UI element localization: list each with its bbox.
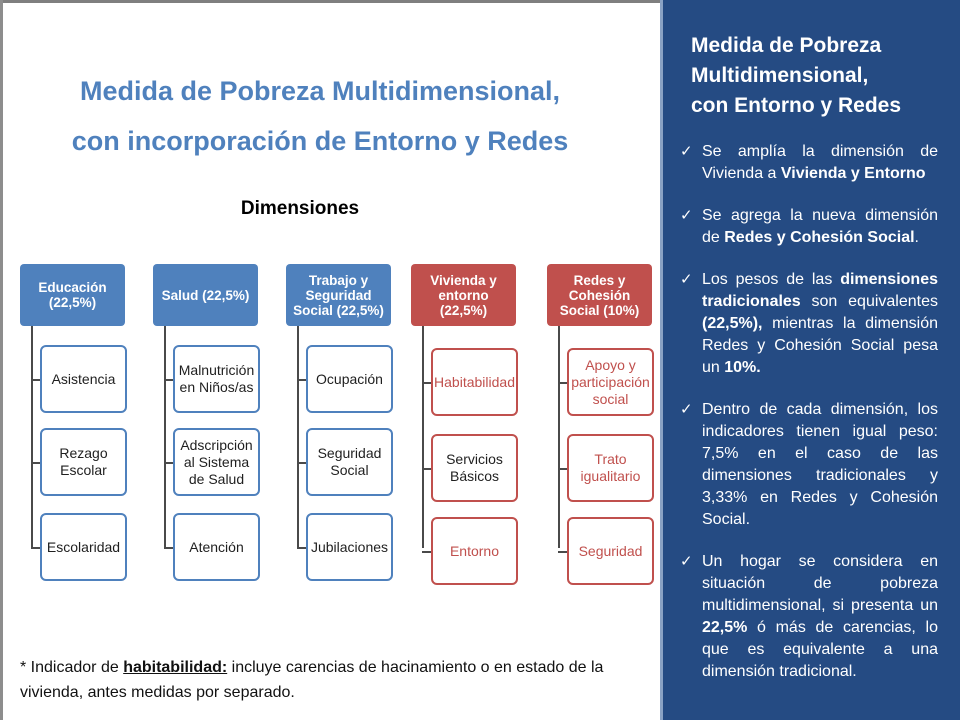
- dimension-header: Redes y Cohesión Social (10%): [547, 264, 652, 326]
- indicator-box: Adscripción al Sistema de Salud: [173, 428, 260, 496]
- bullet-bold-run: Redes y Cohesión Social: [724, 229, 915, 246]
- dimension-trabajo: [286, 264, 401, 594]
- indicator-box: Entorno: [431, 517, 518, 585]
- dimension-educacion: [20, 264, 135, 594]
- connector-line: [297, 326, 299, 548]
- indicator-box: Atención: [173, 513, 260, 581]
- bullet-item: [680, 399, 938, 531]
- bullet-text: [702, 269, 938, 379]
- bullet-bold-run: 22,5%: [702, 619, 748, 636]
- panel-title-line: Multidimensional,: [691, 64, 869, 87]
- indicator-box: Seguridad Social: [306, 428, 393, 496]
- bullet-text: [702, 205, 938, 249]
- bullet-text-run: .: [914, 229, 919, 246]
- bullet-bold-run: dimensiones tradicionales: [702, 271, 938, 310]
- check-icon: ✓: [680, 271, 693, 288]
- check-icon: ✓: [680, 553, 693, 570]
- indicator-box: Seguridad: [567, 517, 654, 585]
- panel-title-line: con Entorno y Redes: [691, 94, 902, 117]
- footnote-text: incluye carencias de hacinamiento o en estado de la vivienda, antes medidas por separado.: [20, 659, 604, 701]
- bullet-text-run: mientras la dimensión Redes y Cohesión Social pesa un: [702, 315, 938, 376]
- bullet-bold-run: (22,5%),: [702, 315, 763, 332]
- panel-title: [691, 31, 951, 121]
- dimensions-heading: Dimensiones: [240, 198, 360, 219]
- bullet-bold-run: 10%.: [724, 359, 761, 376]
- dimension-redes: [547, 264, 662, 594]
- dimension-header: Vivienda y entorno (22,5%): [411, 264, 516, 326]
- panel-border: [660, 0, 663, 720]
- bullet-text-run: son equivalentes: [800, 293, 938, 310]
- bullet-text-run: Un hogar se considera en situación de pobreza multidimensional, si presenta un: [702, 553, 938, 614]
- bullet-list: [680, 141, 938, 703]
- connector-line: [558, 326, 560, 548]
- connector-line: [422, 326, 424, 548]
- panel-title-line: Medida de Pobreza: [691, 34, 882, 57]
- bullet-text-run: ó más de carencias, lo que es equivalente a una dimensión tradicional.: [702, 619, 938, 680]
- bullet-text-run: Se agrega la nueva dimensión de: [702, 207, 938, 246]
- check-icon: ✓: [680, 401, 693, 418]
- footnote: [20, 655, 650, 705]
- bullet-text: Dentro de cada dimensión, los indicadores tienen igual peso: 7,5% en el caso de las dimensiones tradicionales y 3,33% en Redes y Cohesión Social.: [702, 401, 938, 528]
- indicator-box: Asistencia: [40, 345, 127, 413]
- indicator-box: Apoyo y participación social: [567, 348, 654, 416]
- bullet-item: [680, 205, 938, 249]
- dimension-header: Salud (22,5%): [153, 264, 258, 326]
- dimension-header: Educación (22,5%): [20, 264, 125, 326]
- indicator-box: Escolaridad: [40, 513, 127, 581]
- connector-line: [31, 326, 33, 548]
- bullet-item: [680, 269, 938, 379]
- bullet-text-run: Los pesos de las: [702, 271, 841, 288]
- bullet-text-run: Se amplía la dimensión de Vivienda a: [702, 143, 938, 182]
- indicator-box: Habitabilidad: [431, 348, 518, 416]
- indicator-box: Trato igualitario: [567, 434, 654, 502]
- check-icon: ✓: [680, 207, 693, 224]
- dimension-salud: [153, 264, 268, 594]
- connector-line: [164, 326, 166, 548]
- bullet-text: [702, 551, 938, 683]
- dimension-header: Trabajo y Seguridad Social (22,5%): [286, 264, 391, 326]
- indicator-box: Servicios Básicos: [431, 434, 518, 502]
- slide-title-line-2: con incorporación de Entorno y Redes: [71, 126, 569, 156]
- indicator-box: Jubilaciones: [306, 513, 393, 581]
- bullet-item: [680, 141, 938, 185]
- slide-title-line-1: Medida de Pobreza Multidimensional,: [79, 76, 561, 106]
- bullet-text: [702, 141, 938, 185]
- indicator-box: Rezago Escolar: [40, 428, 127, 496]
- bullet-bold-run: Vivienda y Entorno: [780, 165, 926, 182]
- dimension-vivienda: [411, 264, 526, 594]
- indicator-box: Malnutrición en Niños/as: [173, 345, 260, 413]
- footnote-prefix: * Indicador de: [20, 659, 124, 676]
- summary-panel: [660, 0, 960, 720]
- indicator-box: Ocupación: [306, 345, 393, 413]
- bullet-item: [680, 551, 938, 683]
- footnote-highlight: habitabilidad:: [123, 659, 228, 676]
- check-icon: ✓: [680, 143, 693, 160]
